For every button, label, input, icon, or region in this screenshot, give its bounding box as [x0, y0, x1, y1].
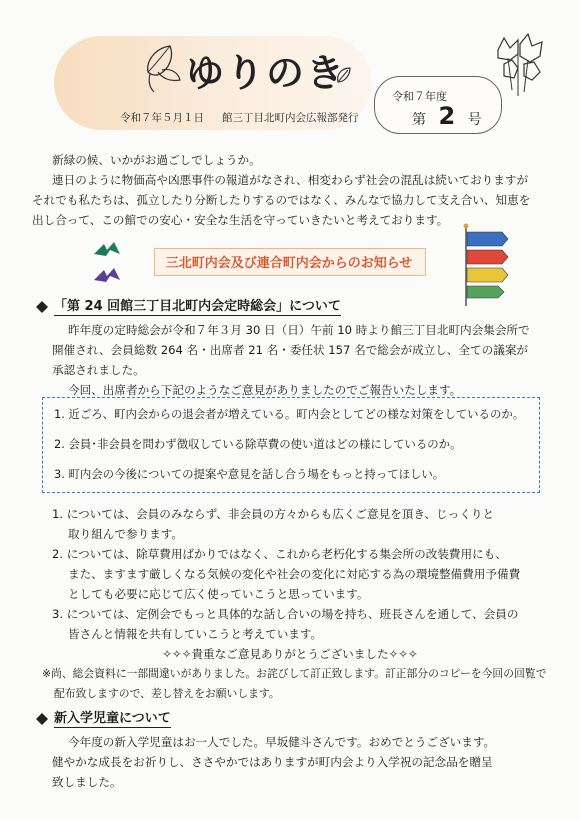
issue-number: 2 [438, 102, 456, 130]
issue-prefix: 第 [412, 112, 426, 128]
lily-tree-leaves-icon [484, 30, 556, 100]
section1-heading: 「第 24 回館三丁目北町内会定時総会」について [54, 299, 341, 314]
green-bird-icon [92, 240, 122, 260]
diamond-bullet-icon [36, 713, 48, 725]
section1-heading-wrap [54, 297, 341, 317]
answer-2-line-1: 2. については、除草費用ばかりではなく、これから老朽化する集会所の改装費用にも、 [52, 547, 507, 561]
answer-1-line-2: 取り組んで参ります。 [68, 527, 184, 541]
answer-2-line-2: また、ますます厳しくなる気候の変化や社会の変化に対応する為の環境整備費用予備費 [68, 567, 521, 581]
section2-heading: 新入学児童について [54, 711, 171, 726]
fiscal-year: 令和７年度 [392, 90, 447, 103]
publisher: 館三丁目北町内会広報部発行 [222, 112, 359, 124]
question-2: 2. 会員･非会員を問わず徴収している除草費の使い道はどの様にしているのか。 [54, 437, 462, 451]
section2-body-2: 健やかな成長をお祈りし、ささやかではありますが町内会より入学祝の記念品を贈呈 [52, 755, 493, 769]
issue-date: 令和７年５月１日 [120, 112, 204, 124]
section1-body-4: 今回、出席者から下記のようなご意見がありましたのでご報告いたします。 [68, 383, 462, 397]
intro-line-4: 出し合って、この館での安心・安全な生活を守っていきたいと考えております。 [32, 213, 449, 227]
section1-body-2: 開催され、会員総数 264 名・出席者 21 名・委任状 157 名で総会が成立し、全ての議案が [52, 343, 529, 357]
correction-note-1: ※尚、総会資料に一部間違いがありました。お詫びして訂正致します。訂正部分のコピーを今回の回覧で [42, 667, 547, 680]
diamond-bullet-icon [36, 301, 48, 313]
answer-1-line-1: 1. については、会員のみならず、非会員の方々からも広くご意見を頂き、じっくりと [52, 507, 495, 521]
intro-line-1: 新緑の候、いかがお過ごしでしょうか。 [52, 153, 261, 167]
correction-note-2: 配布致しますので、差し替えをお願いします。 [54, 687, 280, 700]
section1-body-1: 昨年度の定時総会が令和７年３月 30 日（日）午前 10 時より館三丁目北町内会集会所で [68, 323, 530, 337]
intro-line-2: 連日のように物価高や凶悪事件の報道がなされ、相変わらず社会の混乱は続いておりますが [52, 173, 529, 187]
notice-banner-text: 三北町内会及び連合町内会からのお知らせ [165, 256, 413, 271]
answer-3-line-1: 3. については、定例会でもっと具体的な話し合いの場を持ち、班長さんを通して、会員の [52, 607, 519, 621]
intro-line-3: それでも私たちは、孤立したり分断したりするのではなく、みんなで協力して支え合い、知恵を [32, 193, 531, 207]
answer-3-line-2: 皆さんと情報を共有していこうと考えています。 [68, 627, 323, 641]
section2-body-3: 致しました。 [52, 775, 122, 789]
small-leaf-icon [334, 66, 354, 86]
issue-number-line [412, 102, 482, 130]
question-1: 1. 近ごろ、町内会からの退会者が増えている。町内会としてどの様な対策をしているのか。 [54, 407, 525, 421]
leaf-icon [140, 42, 186, 94]
thanks-line: ✧✧✧貴重なご意見ありがとうございました✧✧✧ [162, 647, 418, 661]
answer-2-line-3: としても必要に応じて広く使っていこうと思っています。 [68, 587, 369, 601]
section2-body-1: 今年度の新入学児童はお一人でした。早坂健斗さんです。おめでとうございます。 [68, 735, 496, 749]
section2-heading-wrap [54, 709, 171, 729]
newsletter-title: ゆりのき [186, 50, 347, 95]
section1-body-3: 承認されました。 [52, 363, 145, 377]
question-3: 3. 町内会の今後についての提案や意見を話し合う場をもっと持ってほしい。 [54, 467, 445, 481]
purple-bird-icon [92, 266, 122, 286]
masthead [54, 36, 544, 134]
carp-streamer-icon [462, 222, 512, 308]
issue-suffix: 号 [467, 112, 482, 128]
